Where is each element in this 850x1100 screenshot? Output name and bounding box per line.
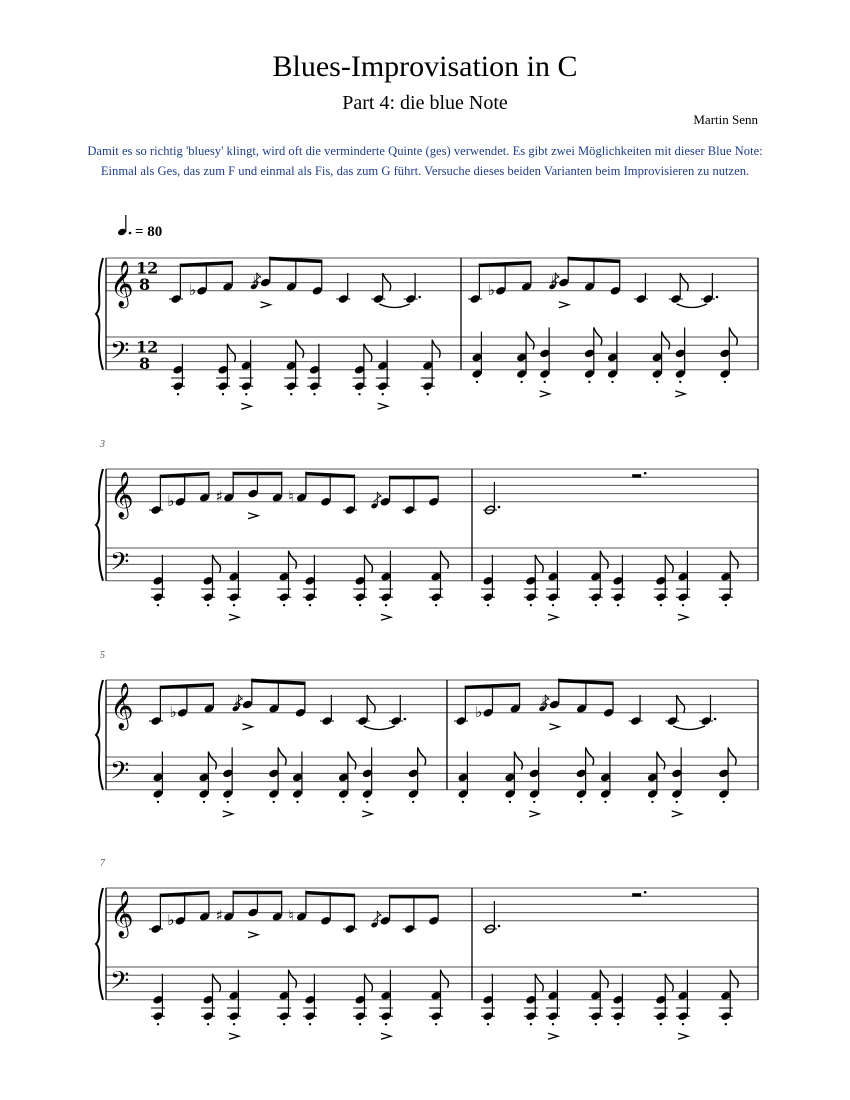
bass-chord xyxy=(429,970,448,1026)
bass-chord xyxy=(379,551,393,621)
bass-chord xyxy=(575,747,593,803)
note xyxy=(488,281,507,299)
note xyxy=(216,488,235,506)
staccato-dot xyxy=(382,393,384,395)
staccato-dot xyxy=(487,1023,489,1025)
note xyxy=(289,488,308,506)
brace xyxy=(96,680,103,790)
brace xyxy=(96,469,103,581)
staccato-dot xyxy=(222,393,224,395)
staccato-dot xyxy=(530,604,532,606)
staccato-dot xyxy=(660,604,662,606)
time-signature-denominator: 8 xyxy=(139,274,151,294)
grace-note xyxy=(370,911,381,929)
flat-accidental-icon: ♭ xyxy=(475,702,483,721)
staccato-dot xyxy=(427,393,429,395)
note xyxy=(216,907,235,925)
bass-chord xyxy=(589,551,608,607)
staccato-dot xyxy=(385,1023,387,1025)
augmentation-dot xyxy=(404,718,407,721)
staccato-dot xyxy=(595,604,597,606)
flag xyxy=(227,344,235,362)
staccato-dot xyxy=(611,381,613,383)
bass-chord xyxy=(277,551,296,607)
flag xyxy=(212,974,220,992)
augmentation-dot xyxy=(644,472,647,475)
bass-chord xyxy=(457,752,469,804)
note xyxy=(634,273,648,304)
note xyxy=(389,695,406,726)
staccato-dot xyxy=(359,604,361,606)
dotted-half-rest xyxy=(632,474,641,478)
tie xyxy=(673,726,705,730)
grace-note xyxy=(370,492,381,510)
bass-clef-icon: 𝄢 xyxy=(110,547,130,583)
bass-measure xyxy=(151,551,448,621)
bass-chord xyxy=(471,332,483,384)
flag xyxy=(665,974,673,992)
bass-chord xyxy=(292,752,304,804)
flag xyxy=(364,555,372,573)
staccato-dot xyxy=(342,801,344,803)
bass-measure xyxy=(457,747,736,817)
composer-name: Martin Senn xyxy=(693,112,758,127)
tempo-marking: = 80 xyxy=(135,224,163,240)
bass-chord xyxy=(671,747,683,817)
note xyxy=(356,695,395,730)
bass-chord xyxy=(528,747,540,817)
accent-mark xyxy=(241,403,251,409)
staccato-dot xyxy=(385,604,387,606)
bass-chord xyxy=(676,551,690,621)
beam xyxy=(233,472,283,476)
accent-mark xyxy=(549,724,559,730)
bass-clef-icon: 𝄢 xyxy=(110,336,130,372)
treble-clef-icon: 𝄞 xyxy=(110,471,134,518)
staccato-dot xyxy=(233,604,235,606)
staccato-dot xyxy=(309,604,311,606)
augmentation-dot xyxy=(129,232,132,235)
staccato-dot xyxy=(676,801,678,803)
natural-accidental-icon: ♮ xyxy=(288,487,294,506)
note xyxy=(252,273,271,308)
bass-chord xyxy=(504,752,522,804)
accent-mark xyxy=(540,391,550,397)
flag xyxy=(680,273,688,291)
staccato-dot xyxy=(227,801,229,803)
staccato-dot xyxy=(656,381,658,383)
staccato-dot xyxy=(358,393,360,395)
flat-accidental-icon: ♭ xyxy=(541,694,549,713)
accent-mark xyxy=(260,302,270,308)
staccato-dot xyxy=(617,1023,619,1025)
bass-clef-icon: 𝄢 xyxy=(110,756,130,792)
staccato-dot xyxy=(660,1023,662,1025)
flag xyxy=(586,747,594,765)
accent-mark xyxy=(678,614,688,620)
flag xyxy=(730,551,738,569)
beam xyxy=(389,895,439,899)
note xyxy=(371,273,409,308)
staccato-dot xyxy=(283,1023,285,1025)
bass-measure xyxy=(481,551,738,621)
staccato-dot xyxy=(682,604,684,606)
flat-accidental-icon: ♭ xyxy=(167,491,175,510)
flag xyxy=(594,327,602,345)
staccato-dot xyxy=(207,604,209,606)
bass-chord xyxy=(651,332,669,384)
bass-chord xyxy=(589,970,608,1026)
score-title: Blues-Improvisation in C xyxy=(272,50,578,83)
staccato-dot xyxy=(544,381,546,383)
flag xyxy=(208,752,216,770)
staccato-dot xyxy=(273,801,275,803)
staccato-dot xyxy=(509,801,511,803)
note xyxy=(669,273,707,308)
flag xyxy=(440,551,448,569)
staccato-dot xyxy=(725,604,727,606)
flag xyxy=(729,327,737,345)
staccato-dot xyxy=(233,1023,235,1025)
flat-accidental-icon: ♭ xyxy=(252,272,260,291)
bass-measure xyxy=(481,970,738,1039)
flag xyxy=(514,752,522,770)
treble-clef-icon: 𝄞 xyxy=(110,890,134,937)
accent-mark xyxy=(242,724,252,730)
bass-chord xyxy=(546,970,560,1039)
accent-mark xyxy=(248,932,258,938)
natural-accidental-icon: ♮ xyxy=(288,906,294,925)
staccato-dot xyxy=(157,801,159,803)
bass-chord xyxy=(719,970,738,1026)
accent-mark xyxy=(559,302,569,308)
bass-chord xyxy=(338,752,356,804)
accent-mark xyxy=(229,614,239,620)
bass-measure xyxy=(171,340,440,410)
note xyxy=(170,703,189,721)
measure-number: 3 xyxy=(100,439,105,450)
staccato-dot xyxy=(462,801,464,803)
staccato-dot xyxy=(157,1023,159,1025)
system-3 xyxy=(96,650,758,817)
staccato-dot xyxy=(207,1023,209,1025)
note xyxy=(167,492,186,510)
flat-accidental-icon: ♭ xyxy=(188,280,197,299)
bass-chord xyxy=(647,752,665,804)
flag xyxy=(600,970,608,988)
staccato-dot xyxy=(296,801,298,803)
staccato-dot xyxy=(595,1023,597,1025)
note xyxy=(629,695,643,726)
augmentation-dot xyxy=(714,718,717,721)
accent-mark xyxy=(229,1033,239,1039)
staccato-dot xyxy=(476,381,478,383)
bass-chord xyxy=(429,551,448,607)
staccato-dot xyxy=(203,801,205,803)
accent-mark xyxy=(675,391,685,397)
flag xyxy=(348,752,356,770)
staccato-dot xyxy=(604,801,606,803)
melody-measure xyxy=(149,891,440,938)
flag xyxy=(535,974,543,992)
staccato-dot xyxy=(435,604,437,606)
bass-chord xyxy=(719,327,737,383)
bass-chord xyxy=(227,551,241,621)
staccato-dot xyxy=(359,1023,361,1025)
staccato-dot xyxy=(651,801,653,803)
note xyxy=(167,911,186,929)
flag xyxy=(730,970,738,988)
bass-staff xyxy=(106,548,758,581)
bass-chord xyxy=(361,747,373,817)
augmentation-dot xyxy=(498,925,501,928)
melody-measure xyxy=(149,472,440,519)
flag xyxy=(657,752,665,770)
accent-mark xyxy=(672,811,682,817)
flat-accidental-icon: ♭ xyxy=(167,910,175,929)
flag xyxy=(364,344,372,362)
bass-chord xyxy=(198,752,216,804)
flag xyxy=(535,555,543,573)
note xyxy=(404,273,421,304)
treble-clef-icon: 𝄞 xyxy=(110,682,134,729)
flag xyxy=(728,747,736,765)
augmentation-dot xyxy=(498,506,501,509)
staccato-dot xyxy=(724,381,726,383)
brace xyxy=(96,888,103,1000)
staccato-dot xyxy=(552,1023,554,1025)
staccato-dot xyxy=(177,393,179,395)
note xyxy=(551,273,570,308)
accent-mark xyxy=(223,811,233,817)
sharp-accidental-icon: ♯ xyxy=(215,906,224,925)
flat-accidental-icon: ♭ xyxy=(487,280,495,299)
tie xyxy=(364,726,395,730)
staccato-dot xyxy=(283,604,285,606)
bass-chord xyxy=(239,340,253,410)
flag xyxy=(212,555,220,573)
flag xyxy=(665,555,673,573)
flag xyxy=(418,747,426,765)
staccato-dot xyxy=(245,393,247,395)
staccato-dot xyxy=(552,604,554,606)
bass-chord xyxy=(516,332,534,384)
staccato-dot xyxy=(530,1023,532,1025)
tie xyxy=(677,304,707,308)
sharp-accidental-icon: ♯ xyxy=(215,487,224,506)
note xyxy=(701,273,718,304)
accent-mark xyxy=(678,1033,688,1039)
note xyxy=(289,907,308,925)
flag xyxy=(383,273,391,291)
flag xyxy=(296,340,304,358)
bass-chord xyxy=(718,747,736,803)
flat-accidental-icon: ♭ xyxy=(169,702,177,721)
measure-number: 7 xyxy=(100,858,105,869)
note xyxy=(320,695,334,726)
accent-mark xyxy=(362,811,372,817)
staccato-dot xyxy=(723,801,725,803)
accent-mark xyxy=(529,811,539,817)
bass-chord xyxy=(546,551,560,621)
note xyxy=(234,695,253,730)
score-subtitle: Part 4: die blue Note xyxy=(342,92,508,114)
note xyxy=(336,273,350,304)
staccato-dot xyxy=(679,381,681,383)
system-2 xyxy=(96,439,758,620)
system-4 xyxy=(96,858,758,1039)
flag xyxy=(364,974,372,992)
bass-chord xyxy=(421,340,440,396)
note xyxy=(189,281,208,299)
bass-chord xyxy=(152,752,164,804)
tie xyxy=(379,304,409,308)
performance-instructions: Damit es so richtig 'bluesy' klingt, wird oft die verminderte Quinte (ges) verwendet. Es gibt zwei Möglichkeiten mit dieser Blue Note: Einmal als Ges, das zum F und einmal als Fis, das zum G führt. Versuche dieses beiden Varianten beim Improvisieren zu nutzen. xyxy=(87,144,763,178)
staccato-dot xyxy=(157,604,159,606)
bass-chord xyxy=(222,747,234,817)
bass-chord xyxy=(376,340,390,410)
accent-mark xyxy=(381,614,391,620)
accent-mark xyxy=(378,403,388,409)
flat-accidental-icon: ♭ xyxy=(550,272,558,291)
note xyxy=(665,695,705,730)
bass-chord xyxy=(268,747,286,803)
staccato-dot xyxy=(617,604,619,606)
measure-number: 5 xyxy=(100,650,105,661)
accent-mark xyxy=(548,614,558,620)
flag xyxy=(367,695,375,713)
note xyxy=(475,703,494,721)
bass-chord xyxy=(676,970,690,1039)
bass-chord xyxy=(719,551,738,607)
bass-chord xyxy=(277,970,296,1026)
flag xyxy=(600,551,608,569)
staccato-dot xyxy=(309,1023,311,1025)
flag xyxy=(440,970,448,988)
time-signature-denominator: 8 xyxy=(139,353,151,373)
flag xyxy=(288,970,296,988)
flag xyxy=(432,340,440,358)
staccato-dot xyxy=(533,801,535,803)
bass-staff xyxy=(106,757,758,790)
augmentation-dot xyxy=(418,296,421,299)
flag xyxy=(662,332,670,350)
note xyxy=(247,907,259,937)
staccato-dot xyxy=(588,381,590,383)
augmentation-dot xyxy=(716,296,719,299)
staccato-dot xyxy=(682,1023,684,1025)
dotted-half-rest xyxy=(632,893,641,897)
note xyxy=(247,488,259,518)
treble-clef-icon: 𝄞 xyxy=(110,260,134,307)
flag xyxy=(526,332,534,350)
staccato-dot xyxy=(313,393,315,395)
staccato-dot xyxy=(580,801,582,803)
time-signature-numerator: 12 xyxy=(136,337,159,357)
bass-measure xyxy=(471,327,737,397)
flag xyxy=(288,551,296,569)
bass-staff xyxy=(106,967,758,1000)
staccato-dot xyxy=(290,393,292,395)
time-signature-numerator: 12 xyxy=(136,258,159,278)
staccato-dot xyxy=(366,801,368,803)
staccato-dot xyxy=(487,604,489,606)
bass-chord xyxy=(407,747,425,803)
bass-chord xyxy=(284,340,303,396)
bass-chord xyxy=(379,970,393,1039)
bass-chord xyxy=(607,332,619,384)
bass-chord xyxy=(600,752,612,804)
brace xyxy=(96,258,103,370)
bass-chord xyxy=(674,327,686,397)
bass-chord xyxy=(539,327,551,397)
bass-measure xyxy=(151,970,448,1039)
staccato-dot xyxy=(435,1023,437,1025)
flat-accidental-icon: ♭ xyxy=(234,694,242,713)
beam xyxy=(233,891,283,895)
beam xyxy=(389,476,439,480)
staccato-dot xyxy=(520,381,522,383)
staccato-dot xyxy=(725,1023,727,1025)
system-1 xyxy=(96,215,758,409)
staccato-dot xyxy=(412,801,414,803)
note xyxy=(699,695,716,726)
augmentation-dot xyxy=(644,891,647,894)
accent-mark xyxy=(248,513,258,519)
accent-mark xyxy=(548,1033,558,1039)
bass-clef-icon: 𝄢 xyxy=(110,966,130,1002)
note xyxy=(541,695,560,730)
accent-mark xyxy=(381,1033,391,1039)
bass-measure xyxy=(152,747,425,817)
bass-chord xyxy=(584,327,602,383)
flag xyxy=(677,695,685,713)
flag xyxy=(278,747,286,765)
bass-chord xyxy=(227,970,241,1039)
